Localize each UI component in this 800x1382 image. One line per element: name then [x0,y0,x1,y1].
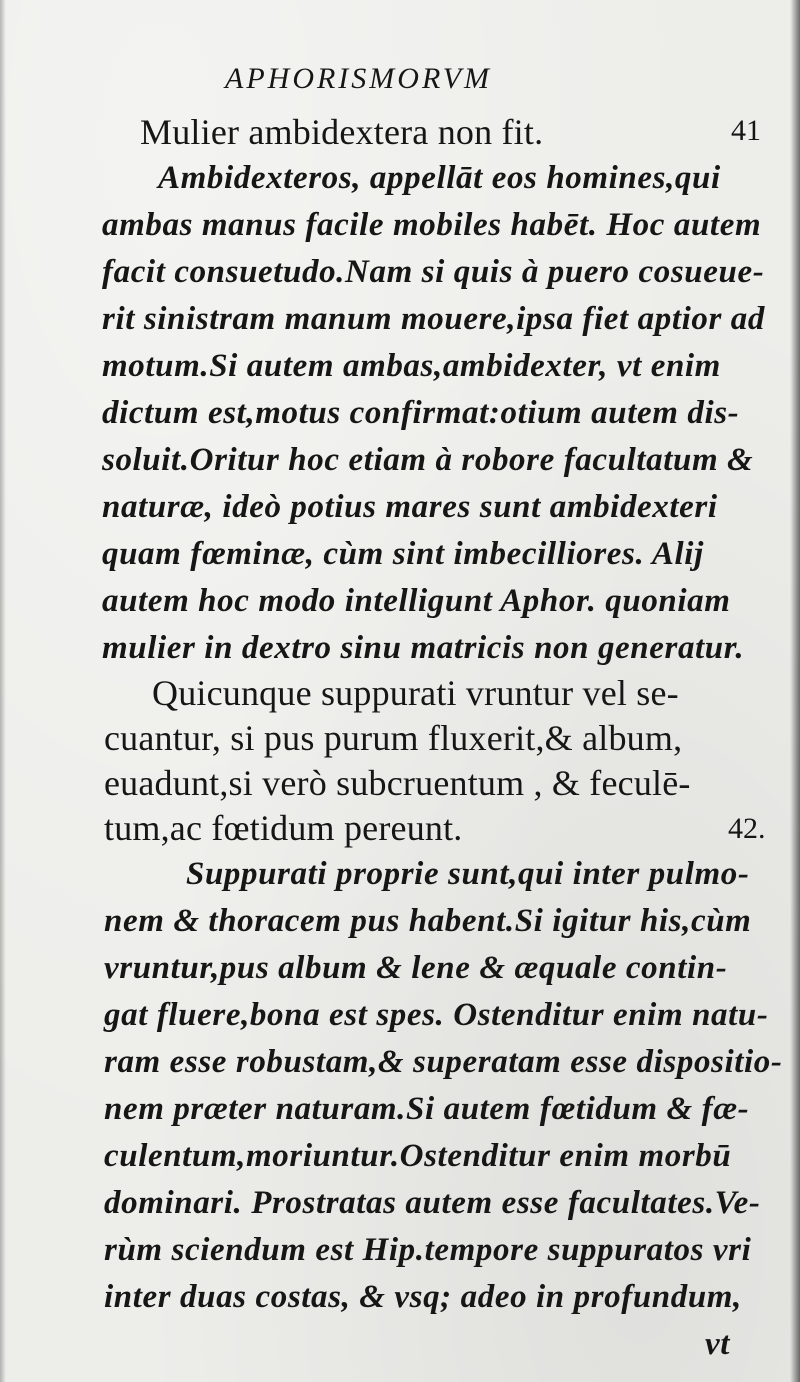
commentary-42-line-10: inter duas costas, & vsq; adeo in profundum, [104,1279,742,1315]
commentary-41-line-3: facit consuetudo.Nam si quis à puero cosueue- [102,254,765,290]
commentary-41-line-5: motum.Si autem ambas,ambidexter, vt enim [102,348,721,384]
commentary-42-line-9: rùm sciendum est Hip.tempore suppuratos vri [104,1232,752,1268]
running-title: APHORISMORVM [225,62,493,95]
commentary-41-line-10: autem hoc modo intelligunt Aphor. quoniam [102,583,731,619]
commentary-41-line-7: soluit.Oritur hoc etiam à robore facultatum & [102,442,754,478]
aphorism-42-text-line-4: tum,ac fœtidum pereunt. [104,808,463,848]
commentary-41-line-2: ambas manus facile mobiles habēt. Hoc autem [102,207,762,243]
commentary-42-line-2: nem & thoracem pus habent.Si igitur his,cùm [104,903,752,939]
aphorism-42-text-line-1: Quicunque suppurati vruntur vel se- [152,673,679,713]
commentary-42-line-4: gat fluere,bona est spes. Ostenditur enim natu- [104,997,769,1033]
commentary-41-line-8: naturæ, ideò potius mares sunt ambidexteri [102,489,718,525]
commentary-41-line-4: rit sinistram manum mouere,ipsa fiet aptior ad [102,301,765,337]
commentary-42-line-3: vruntur,pus album & lene & æquale contin- [104,950,728,986]
aphorism-42-number: 42. [728,812,766,845]
aphorism-42-text-line-2: cuantur, si pus purum fluxerit,& album, [104,718,683,758]
commentary-42-line-5: ram esse robustam,& superatam esse dispositio- [104,1044,783,1080]
commentary-41-line-1: Ambidexteros, appellāt eos homines,qui [158,160,721,196]
aphorism-41-number: 41 [731,114,761,147]
aphorism-41-text: Mulier ambidextera non fit. [140,112,544,152]
aphorism-42-text-line-3: euadunt,si verò subcruentum , & feculē- [104,763,691,803]
commentary-41-line-6: dictum est,motus confirmat:otium autem dis- [102,395,740,431]
commentary-41-line-11: mulier in dextro sinu matricis non generatur. [102,630,745,666]
commentary-42-line-7: culentum,moriuntur.Ostenditur enim morbū [104,1138,732,1174]
page-right-shadow [790,0,800,1382]
commentary-42-line-6: nem præter naturam.Si autem fœtidum & fæ- [104,1091,750,1127]
commentary-41-line-9: quam fœminæ, cùm sint imbecilliores. Alij [102,536,704,572]
page-left-shadow [0,0,6,1382]
commentary-42-line-8: dominari. Prostratas autem esse facultates.Ve- [104,1185,761,1221]
commentary-42-line-1: Suppurati proprie sunt,qui inter pulmo- [186,856,750,892]
catchword: vt [705,1326,731,1362]
